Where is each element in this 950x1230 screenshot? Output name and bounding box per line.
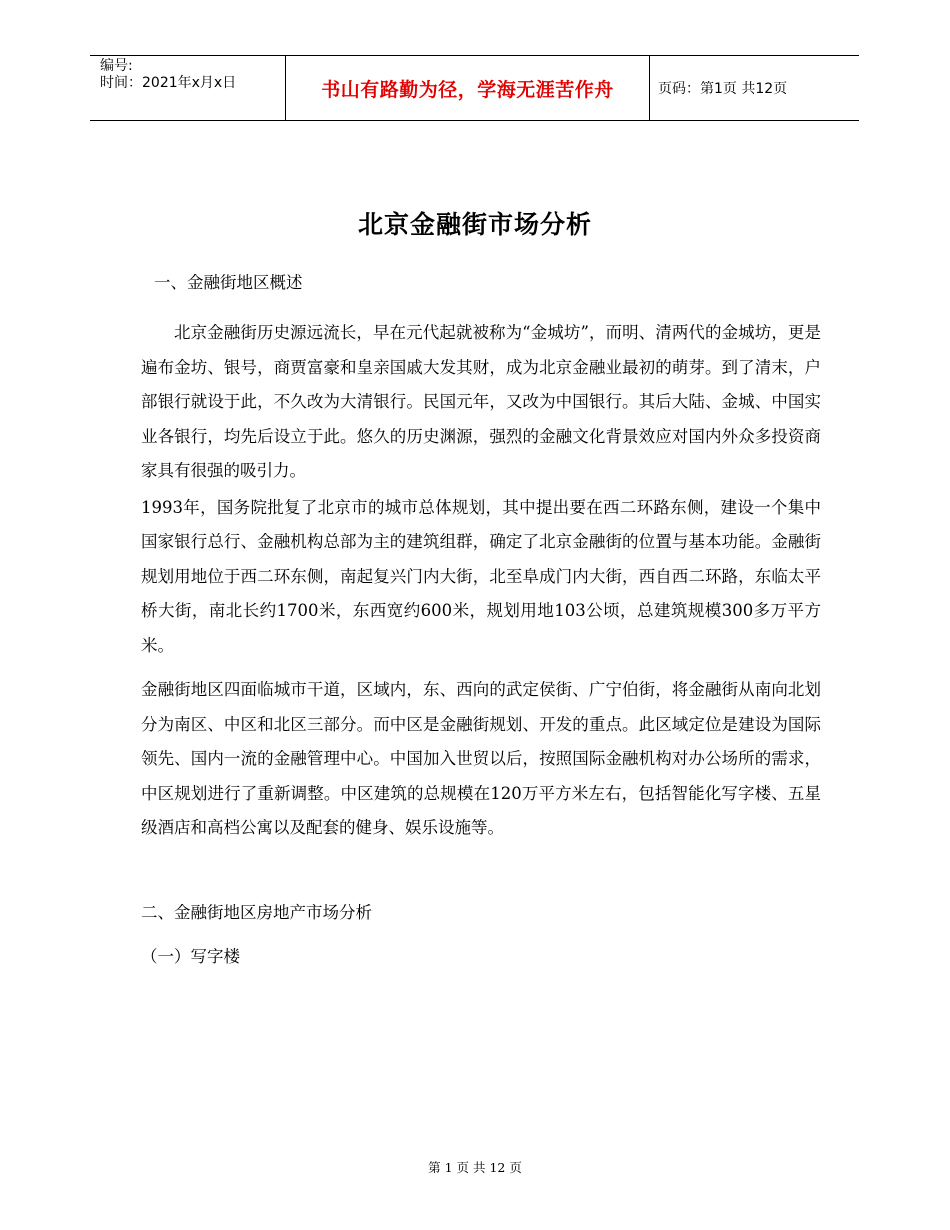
header-info-cell — [90, 56, 286, 120]
subsection-heading-office: （一）写字楼 — [141, 946, 240, 966]
header-table — [90, 55, 859, 121]
section-heading-real-estate: 二、金融街地区房地产市场分析 — [141, 902, 372, 922]
document-time-label: 时间：2021年x月x日 — [100, 75, 237, 91]
paragraph-planning: 1993年，国务院批复了北京市的城市总体规划，其中提出要在西二环路东侧，建设一个集中国家银行总行、金融机构总部为主的建筑组群，确定了北京金融街的位置与基本功能。金融街规划用地位于西二环东侧，南起复兴门内大街，北至阜成门内大街，西自西二环路，东临太平桥大街，南北长约1700米，东西宽约600米，规划用地103公顷，总建筑规模300多万平方米。 — [141, 497, 821, 655]
header-motto: 书山有路勤为径，学海无涯苦作舟 — [286, 56, 650, 120]
header-page-label: 页码：第1页 共12页 — [658, 81, 788, 97]
section-heading-overview: 一、金融街地区概述 — [154, 273, 303, 292]
document-number-label: 编号: — [100, 58, 133, 74]
page-footer: 第 1 页 共 12 页 — [428, 1160, 522, 1175]
document-title: 北京金融街市场分析 — [357, 210, 592, 239]
paragraph-districts: 金融街地区四面临城市干道，区域内，东、西向的武定侯街、广宁伯街，将金融街从南向北划分为南区、中区和北区三部分。而中区是金融街规划、开发的重点。此区域定位是建设为国际领先、国内一流的金融管理中心。中国加入世贸以后，按照国际金融机构对办公场所的需求，中区规划进行了重新调整。中区建筑的总规模在120万平方米左右，包括智能化写字楼、五星级酒店和高档公寓以及配套的健身、娱乐设施等。 — [141, 680, 821, 837]
paragraph-history: 北京金融街历史源远流长，早在元代起就被称为“金城坊”，而明、清两代的金城坊，更是遍布金坊、银号，商贾富豪和皇亲国戚大发其财，成为北京金融业最初的萌芽。到了清末，户部银行就设于此，不久改为大清银行。民国元年，又改为中国银行。其后大陆、金城、中国实业各银行，均先后设立于此。悠久的历史渊源，强烈的金融文化背景效应对国内外众多投资商家具有很强的吸引力。 — [141, 323, 821, 480]
document-body — [141, 270, 821, 970]
